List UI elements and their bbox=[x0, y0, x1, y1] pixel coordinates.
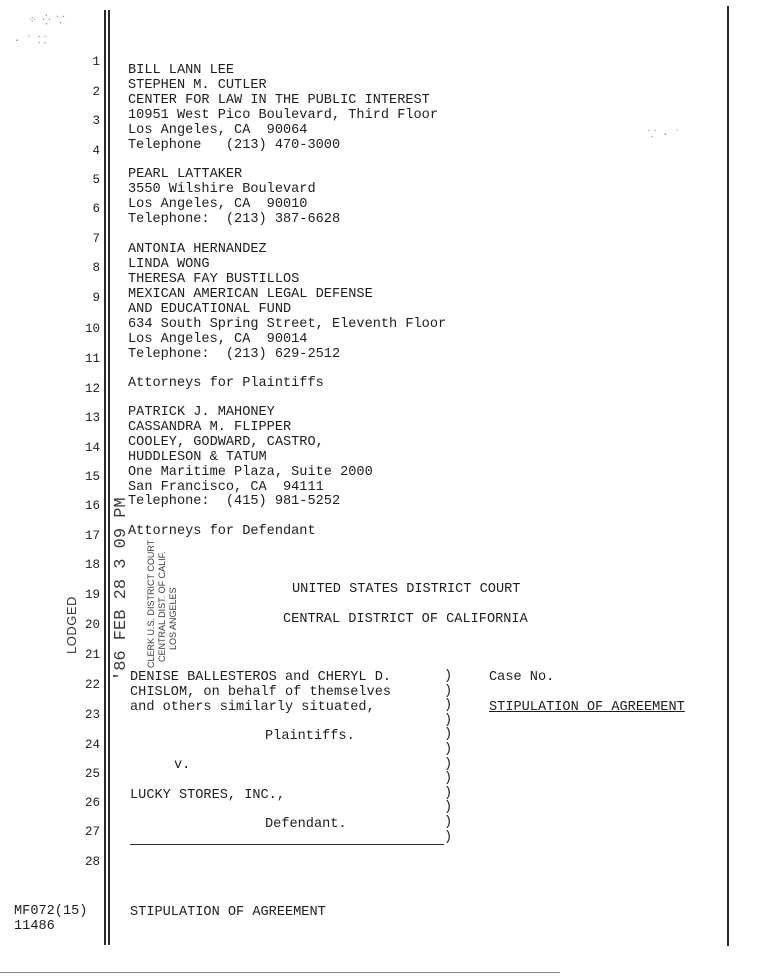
telephone: Telephone: (213) 629-2512 bbox=[128, 347, 341, 362]
caption-underline bbox=[130, 844, 444, 845]
line-number: 27 bbox=[84, 825, 100, 839]
line-number: 2 bbox=[92, 85, 100, 99]
clerk-stamp: CLERK U.S. DISTRICT COURT bbox=[146, 539, 156, 668]
lodged-stamp: LODGED bbox=[64, 596, 79, 654]
telephone: Telephone (213) 470-3000 bbox=[128, 138, 341, 153]
caption-bracket: ) ) ) ) ) ) ) ) ) ) ) ) bbox=[444, 669, 453, 845]
city-address: San Francisco, CA 94111 bbox=[128, 480, 324, 495]
plaintiffs-caption: CHISLOM, on behalf of themselves bbox=[130, 685, 392, 700]
firm-name: COOLEY, GODWARD, CASTRO, bbox=[128, 435, 324, 450]
line-number: 28 bbox=[84, 855, 100, 869]
line-number: 15 bbox=[84, 470, 100, 484]
telephone: Telephone: (213) 387-6628 bbox=[128, 212, 341, 227]
scan-speck: · ˙ ⸬ bbox=[14, 36, 47, 47]
firm-name: CENTER FOR LAW IN THE PUBLIC INTEREST bbox=[128, 93, 430, 108]
street-address: 10951 West Pico Boulevard, Third Floor bbox=[128, 108, 438, 123]
form-number: 11486 bbox=[14, 919, 55, 934]
left-margin-rule bbox=[104, 10, 106, 945]
right-margin-rule bbox=[727, 6, 729, 946]
line-number: 7 bbox=[92, 232, 100, 246]
firm-name: HUDDLESON & TATUM bbox=[128, 450, 267, 465]
firm-name: AND EDUCATIONAL FUND bbox=[128, 302, 292, 317]
city-address: Los Angeles, CA 90010 bbox=[128, 197, 308, 212]
line-number: 11 bbox=[84, 352, 100, 366]
attorney-name: ANTONIA HERNANDEZ bbox=[128, 242, 267, 257]
line-number: 10 bbox=[84, 322, 100, 336]
court-name: UNITED STATES DISTRICT COURT bbox=[292, 582, 521, 597]
line-number: 24 bbox=[84, 738, 100, 752]
line-number: 25 bbox=[84, 767, 100, 781]
district-stamp: CENTRAL DIST. OF CALIF. bbox=[157, 551, 167, 662]
court-district: CENTRAL DISTRICT OF CALIFORNIA bbox=[283, 612, 528, 627]
city-address: Los Angeles, CA 90014 bbox=[128, 332, 308, 347]
attorney-name: THERESA FAY BUSTILLOS bbox=[128, 272, 300, 287]
line-number: 4 bbox=[92, 144, 100, 158]
firm-name: MEXICAN AMERICAN LEGAL DEFENSE bbox=[128, 287, 373, 302]
line-number: 23 bbox=[84, 708, 100, 722]
line-number: 12 bbox=[84, 382, 100, 396]
defendant-attorneys-label: Attorneys for Defendant bbox=[128, 524, 316, 539]
plaintiffs-role: Plaintiffs. bbox=[265, 729, 355, 744]
plaintiffs-caption: and others similarly situated, bbox=[130, 700, 375, 715]
scan-speck: ⁘ ⁛ ⸪ bbox=[28, 16, 65, 27]
line-number: 18 bbox=[84, 558, 100, 572]
attorney-name: STEPHEN M. CUTLER bbox=[128, 78, 267, 93]
defendant-caption: LUCKY STORES, INC., bbox=[130, 788, 285, 803]
line-number: 20 bbox=[84, 618, 100, 632]
attorney-name: PEARL LATTAKER bbox=[128, 167, 243, 182]
line-number: 3 bbox=[92, 114, 100, 128]
form-code: MF072(15) bbox=[14, 904, 88, 919]
line-number: 8 bbox=[92, 261, 100, 275]
line-number: 26 bbox=[84, 796, 100, 810]
street-address: 3550 Wilshire Boulevard bbox=[128, 182, 316, 197]
document-title: STIPULATION OF AGREEMENT bbox=[489, 700, 685, 715]
defendant-role: Defendant. bbox=[265, 817, 347, 832]
attorney-name: LINDA WONG bbox=[128, 257, 210, 272]
bottom-page-line bbox=[0, 972, 560, 973]
line-number: 17 bbox=[84, 529, 100, 543]
case-number-label: Case No. bbox=[489, 670, 555, 685]
telephone: Telephone: (415) 981-5252 bbox=[128, 494, 341, 509]
city-stamp: LOS ANGELES bbox=[168, 587, 178, 650]
line-number: 19 bbox=[84, 588, 100, 602]
line-number: 16 bbox=[84, 499, 100, 513]
plaintiffs-caption: DENISE BALLESTEROS and CHERYL D. bbox=[130, 670, 392, 685]
plaintiffs-attorneys-label: Attorneys for Plaintiffs bbox=[128, 376, 324, 391]
line-number: 21 bbox=[84, 648, 100, 662]
line-number: 13 bbox=[84, 411, 100, 425]
attorney-name: CASSANDRA M. FLIPPER bbox=[128, 420, 292, 435]
line-number: 9 bbox=[92, 291, 100, 305]
scan-speck: ⸪ · ˙ bbox=[648, 130, 681, 141]
versus: v. bbox=[174, 758, 191, 773]
filing-date-stamp: '86 FEB 28 3 09 PM bbox=[112, 497, 131, 681]
line-number: 5 bbox=[92, 173, 100, 187]
attorney-name: BILL LANN LEE bbox=[128, 63, 235, 78]
line-number: 14 bbox=[84, 441, 100, 455]
line-number: 6 bbox=[92, 202, 100, 216]
street-address: 634 South Spring Street, Eleventh Floor bbox=[128, 317, 447, 332]
line-number: 22 bbox=[84, 678, 100, 692]
line-number: 1 bbox=[92, 55, 100, 69]
city-address: Los Angeles, CA 90064 bbox=[128, 123, 308, 138]
attorney-name: PATRICK J. MAHONEY bbox=[128, 405, 275, 420]
footer-title: STIPULATION OF AGREEMENT bbox=[130, 905, 326, 920]
left-margin-rule-inner bbox=[108, 10, 110, 945]
street-address: One Maritime Plaza, Suite 2000 bbox=[128, 465, 373, 480]
